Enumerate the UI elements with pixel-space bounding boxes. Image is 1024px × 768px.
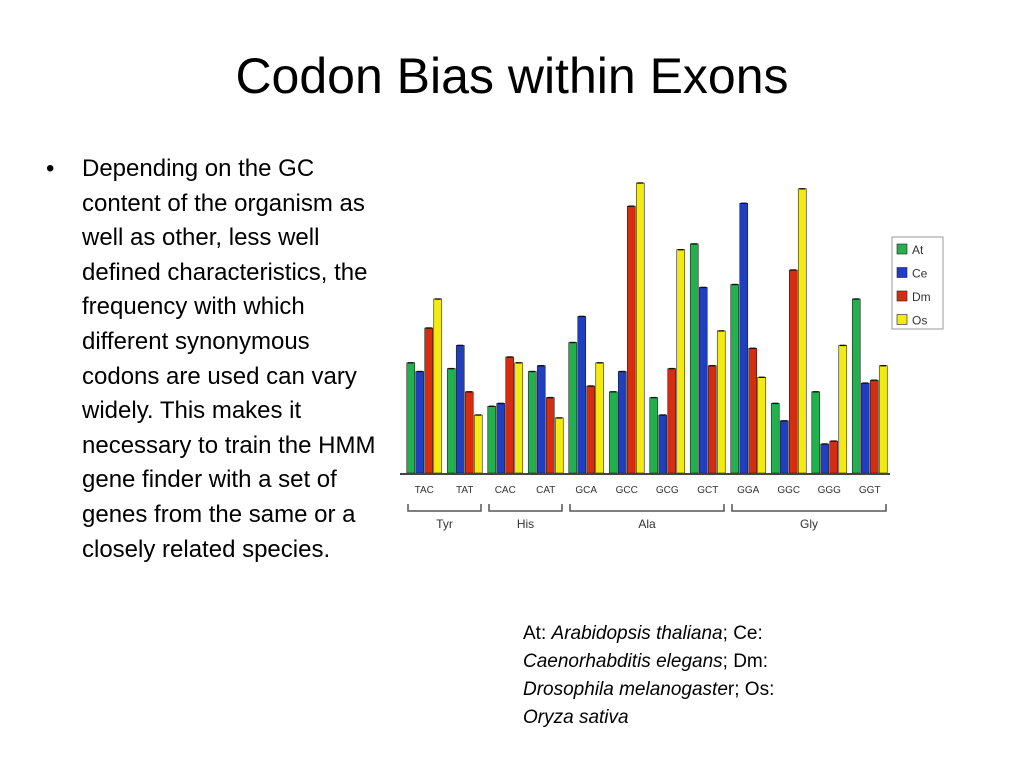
bar-GCT-Os xyxy=(717,331,725,473)
codon-bias-chart xyxy=(398,175,948,540)
bar-GCG-At xyxy=(650,398,658,473)
caption-sep1: ; Ce: xyxy=(722,623,763,644)
group-label-Gly: Gly xyxy=(800,517,818,531)
legend-swatch-Os xyxy=(897,315,907,325)
bracket-Gly xyxy=(732,504,886,511)
bar-TAT-At xyxy=(447,369,455,473)
bar-GGC-Dm xyxy=(789,270,797,473)
bar-GGC-Os xyxy=(798,189,806,473)
bar-GCG-Ce xyxy=(659,415,667,473)
bar-GCC-At xyxy=(609,392,617,473)
bar-GGA-At xyxy=(731,285,739,474)
bar-TAT-Dm xyxy=(465,392,473,473)
tick-label-GCA: GCA xyxy=(575,485,598,496)
group-label-His: His xyxy=(516,517,535,531)
bar-GGG-Dm xyxy=(830,441,838,473)
bar-GGT-Dm xyxy=(870,380,878,473)
bar-TAC-Dm xyxy=(425,328,433,473)
group-brackets-layer xyxy=(408,504,886,531)
bar-CAC-Dm xyxy=(506,357,514,473)
tick-label-GGC: GGC xyxy=(777,485,801,496)
bar-CAT-At xyxy=(528,372,536,474)
legend-swatch-Ce xyxy=(897,268,907,278)
tick-label-GCG: GCG xyxy=(655,485,679,496)
bar-GCC-Dm xyxy=(627,206,635,473)
bullet-list xyxy=(46,152,386,567)
bar-GCC-Os xyxy=(636,183,644,473)
tick-label-TAT: TAT xyxy=(456,485,474,496)
bar-GCA-At xyxy=(569,343,577,474)
bracket-His xyxy=(489,504,562,511)
legend-label-Dm: Dm xyxy=(912,290,931,304)
bar-TAC-At xyxy=(407,363,415,473)
bar-TAC-Ce xyxy=(416,372,424,474)
bar-GCA-Ce xyxy=(578,316,586,473)
bar-GGA-Os xyxy=(758,377,766,473)
bar-GGT-Ce xyxy=(861,383,869,473)
legend-label-At: At xyxy=(912,243,924,257)
bullet-text: Depending on the GC content of the organism as well as other, less well defined characteristics, the frequency with which different synonymous codons are used can vary widely. This makes it necessary to train the HMM gene finder with a set of genes from the same or a closely related species. xyxy=(82,155,376,563)
group-label-Ala: Ala xyxy=(638,517,656,531)
bar-GGA-Dm xyxy=(749,348,757,473)
bar-CAT-Ce xyxy=(537,366,545,473)
bar-TAT-Os xyxy=(474,415,482,473)
bar-CAT-Dm xyxy=(546,398,554,473)
bar-GGG-Ce xyxy=(821,444,829,473)
caption-os-name: Oryza sativa xyxy=(523,707,629,728)
caption-at-abbr: At: xyxy=(523,623,547,644)
tick-label-GCT: GCT xyxy=(697,485,719,496)
bar-GCA-Os xyxy=(596,363,604,473)
bar-GGT-At xyxy=(852,299,860,473)
bar-CAC-Os xyxy=(515,363,523,473)
caption-ce-name: Caenorhabditis elegans xyxy=(523,651,723,672)
bar-GCC-Ce xyxy=(618,372,626,474)
bar-GGT-Os xyxy=(879,366,887,473)
bar-GCT-Ce xyxy=(699,287,707,473)
legend-label-Os: Os xyxy=(912,313,928,328)
bar-CAC-At xyxy=(488,406,496,473)
tick-label-GGG: GGG xyxy=(817,485,841,496)
bar-GGC-Ce xyxy=(780,421,788,473)
bar-GGA-Ce xyxy=(740,203,748,473)
tick-label-GGA: GGA xyxy=(737,485,760,496)
bars-layer xyxy=(407,183,888,473)
legend xyxy=(892,237,943,329)
bar-TAT-Ce xyxy=(456,345,464,473)
bullet-mark: • xyxy=(46,155,55,182)
caption-dm-name: Drosophila melanogaste xyxy=(523,679,728,700)
tick-labels-layer xyxy=(415,485,881,496)
bar-CAT-Os xyxy=(555,418,563,473)
tick-label-CAC: CAC xyxy=(494,485,516,496)
caption-sep2: ; Dm: xyxy=(722,651,769,672)
bar-GGG-At xyxy=(812,392,820,473)
bar-GGC-At xyxy=(771,403,779,473)
tick-label-GGT: GGT xyxy=(858,485,881,496)
tick-label-TAC: TAC xyxy=(414,485,434,496)
bar-GCA-Dm xyxy=(587,386,595,473)
bar-GCG-Os xyxy=(677,250,685,473)
bar-GCT-Dm xyxy=(708,366,716,473)
caption-dm-tail: r; Os: xyxy=(727,679,775,700)
species-caption xyxy=(523,620,843,732)
legend-label-Ce: Ce xyxy=(912,266,928,281)
group-label-Tyr: Tyr xyxy=(436,517,453,531)
bracket-Ala xyxy=(570,504,724,511)
bar-GCG-Dm xyxy=(668,369,676,473)
bracket-Tyr xyxy=(408,504,481,511)
caption-at-name: Arabidopsis thaliana xyxy=(551,623,723,644)
legend-swatch-Dm xyxy=(897,291,907,301)
tick-label-GCC: GCC xyxy=(615,485,638,496)
bar-TAC-Os xyxy=(434,299,442,473)
bar-GCT-At xyxy=(690,244,698,473)
bar-GGG-Os xyxy=(839,345,847,473)
tick-label-CAT: CAT xyxy=(536,485,556,496)
legend-swatch-At xyxy=(897,244,907,254)
slide-title: Codon Bias within Exons xyxy=(235,48,789,104)
bar-CAC-Ce xyxy=(497,403,505,473)
bullet-item xyxy=(46,152,386,567)
